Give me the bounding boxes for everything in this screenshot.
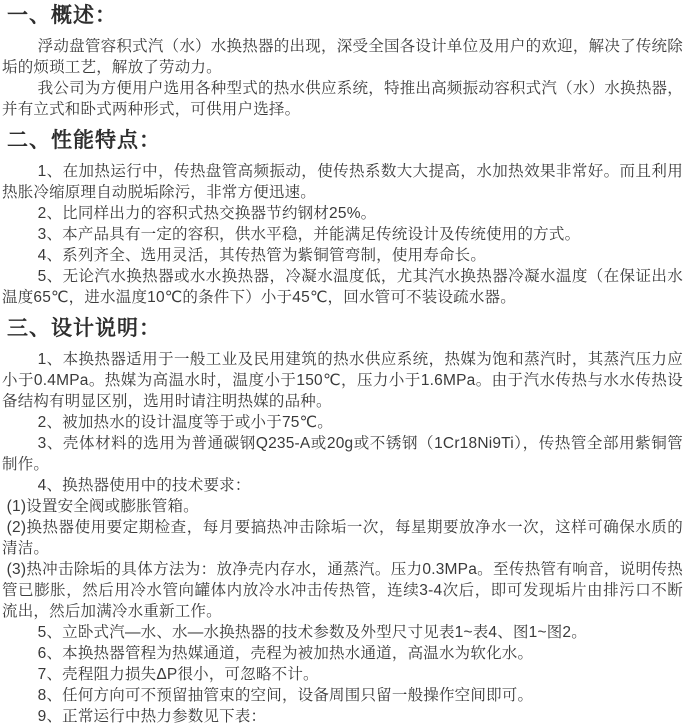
feature-item-4: 4、系列齐全、选用灵活，其传热管为紫铜管弯制，使用寿命长。 (37, 247, 487, 264)
section-design-notes (2, 317, 683, 727)
design-item-5: 5、立卧式汽—水、水—水换热器的技术参数及外型尺寸见表1~表4、图1~图2。 (37, 624, 587, 641)
design-item-2: 2、被加热水的设计温度等于或小于75℃。 (37, 414, 333, 431)
section-features-heading: 二、性能特点： (7, 129, 161, 152)
design-item-9: 9、正常运行中热力参数见下表： (37, 708, 267, 725)
section-design-notes-heading: 三、设计说明： (7, 317, 161, 340)
feature-item-1: 1、在加热运行中，传热盘管高频振动，使传热系数大大提高，水加热效果非常好。而且利用热胀冷缩原理自动脱垢除污，非常方便迅速。 (2, 163, 683, 201)
design-item-4-sub-3: (3)热冲击除垢的具体方法为：放净壳内存水，通蒸汽。压力0.3MPa。至传热管有响音，说明传热管已膨胀，然后用冷水管向罐体内放冷水冲击传热管，连续3-4次后，即可发现垢片由排污口不断流出，然后加满冷水重新工作。 (2, 561, 683, 620)
design-item-8: 8、任何方向可不预留抽管束的空间，设备周围只留一般操作空间即可。 (37, 687, 534, 704)
design-item-4: 4、换热器使用中的技术要求： (37, 477, 251, 494)
feature-item-3: 3、本产品具有一定的容积，供水平稳，并能满足传统设计及传统使用的方式。 (37, 226, 581, 243)
feature-item-5: 5、无论汽水换热器或水水换热器，冷凝水温度低，尤其汽水换热器冷凝水温度（在保证出水温度65℃，进水温度10℃的条件下）小于45℃，回水管可不装设疏水器。 (2, 268, 683, 306)
design-item-6: 6、本换热器管程为热媒通道，壳程为被加热水通道，高温水为软化水。 (37, 645, 534, 662)
section-features (2, 129, 683, 308)
section-overview (2, 4, 683, 120)
design-item-1: 1、本换热器适用于一般工业及民用建筑的热水供应系统，热媒为饱和蒸汽时，其蒸汽压力应小于0.4MPa。热媒为高温水时，温度小于150℃，压力小于1.6MPa。由于汽水传热与水水传热设备结构有明显区别，选用时请注明热媒的品种。 (2, 351, 683, 410)
design-item-4-sub-2: (2)换热器使用要定期检查，每月要搞热冲击除垢一次，每星期要放净水一次，这样可确保水质的清洁。 (2, 519, 683, 557)
overview-paragraph-1: 浮动盘管容积式汽（水）水换热器的出现，深受全国各设计单位及用户的欢迎，解决了传统除垢的烦琐工艺，解放了劳动力。 (2, 38, 683, 76)
design-item-4-sub-1: (1)设置安全阀或膨胀管箱。 (6, 498, 199, 515)
design-item-3: 3、壳体材料的选用为普通碳钢Q235-A或20g或不锈钢（1Cr18Ni9Ti），传热管全部用紫铜管制作。 (2, 435, 683, 473)
section-overview-heading: 一、概述： (7, 4, 117, 27)
overview-paragraph-2: 我公司为方便用户选用各种型式的热水供应系统，特推出高频振动容积式汽（水）水换热器，并有立式和卧式两种形式，可供用户选择。 (2, 80, 683, 118)
feature-item-2: 2、比同样出力的容积式热交换器节约钢材25%。 (37, 205, 377, 222)
design-item-7: 7、壳程阻力损失ΔP很小，可忽略不计。 (37, 666, 319, 683)
